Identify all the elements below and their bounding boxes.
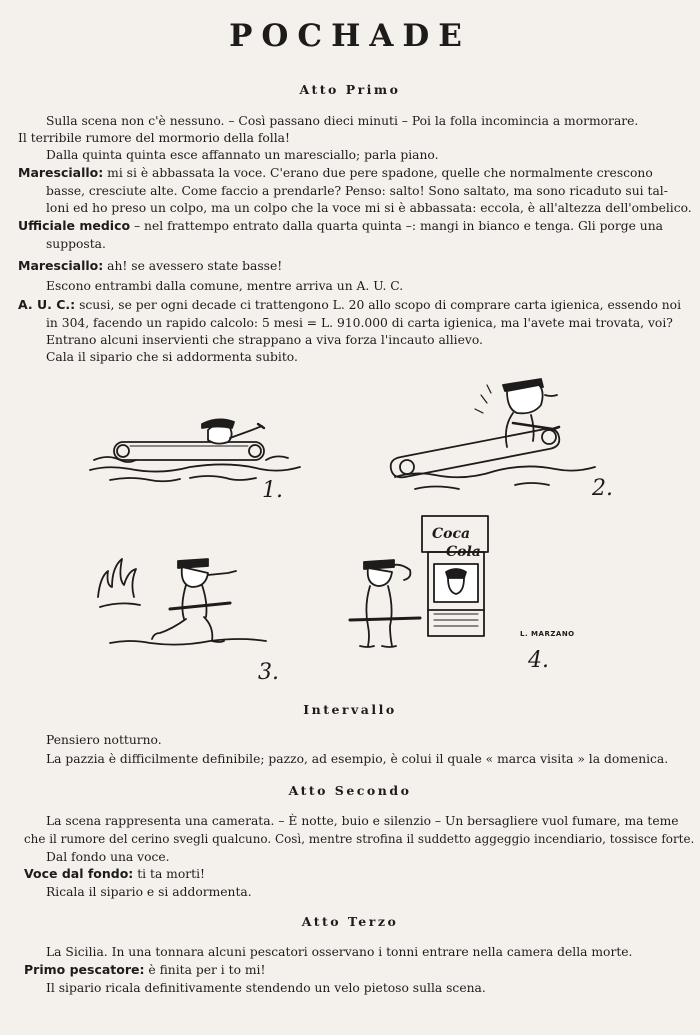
panel-number: 1. [262,478,283,503]
text-line: supposta. [46,237,106,251]
dialogue-text: scusi, se per ogni decade ci trattengono L. 20 allo scopo di comprare carta igienica, essendo noi [79,298,682,312]
text-line: Cala il sipario che si addormenta subito. [46,350,298,364]
text-line: Ricala il sipario e si addormenta. [46,885,252,899]
text-line: Il sipario ricala definitivamente stendendo un velo pietoso sulla scena. [46,981,486,995]
text-line: Entrano alcuni inservienti che strappano a viva forza l'incauto allievo. [46,333,483,347]
page-title: POCHADE [229,18,471,54]
act-heading-secondo: Atto Secondo [288,783,412,798]
kiosk-sign-cola: Cola [446,544,481,560]
speaker-name: Maresciallo: [18,258,104,273]
act-heading-primo: Atto Primo [299,82,401,97]
text-line: Dalla quinta quinta esce affannato un maresciallo; parla piano. [46,148,439,162]
panel-number: 2. [592,476,613,501]
dialogue-text: ah! se avessero state basse! [107,259,283,273]
act-heading-terzo: Atto Terzo [301,914,399,929]
cartoon-panel-2 [395,365,595,495]
dialogue-line [24,866,205,882]
panel-number: 3. [258,660,279,685]
dialogue-line [18,218,663,234]
dialogue-text: è finita per i to mi! [148,963,266,977]
cartoon-panel-3 [90,545,270,655]
speaker-name: Primo pescatore: [24,962,145,977]
artist-signature: L. MARZANO [520,630,575,638]
text-line: basse, cresciute alte. Come faccio a prendarle? Penso: salto! Sono saltato, ma sono ricaduto sui tal- [46,184,668,198]
speaker-name: Maresciallo: [18,165,104,180]
text-line: che il rumore del cerino svegli qualcuno. Così, mentre strofina il suddetto aggeggio incendiario, tossisce forte. [24,832,695,846]
act-heading-intervallo: Intervallo [303,702,397,717]
dialogue-text: ti ta morti! [137,867,205,881]
dialogue-line [18,165,653,181]
speaker-name: Voce dal fondo: [24,866,134,881]
speaker-name: Ufficiale medico [18,218,131,233]
dialogue-text: – nel frattempo entrato dalla quarta quinta –: mangi in bianco e tenga. Gli porge una [134,219,663,233]
text-line: Sulla scena non c'è nessuno. – Così passano dieci minuti – Poi la folla incomincia a mormorare. [46,114,639,128]
text-line: loni ed ho preso un colpo, ma un colpo che la voce mi si è abbassata: eccola, è all'altezza dell'ombelico. [46,201,692,215]
dialogue-text: mi si è abbassata la voce. C'erano due pere spadone, quelle che normalmente crescono [107,166,653,180]
text-line: Il terribile rumore del mormorio della folla! [18,131,290,145]
text-line: Escono entrambi dalla comune, mentre arriva un A. U. C. [46,279,404,293]
text-line: La scena rappresenta una camerata. – È notte, buio e silenzio – Un bersagliere vuol fumare, ma teme [46,814,679,828]
dialogue-line [24,962,265,978]
panel-number: 4. [528,648,549,673]
dialogue-line [18,297,681,313]
text-line: La pazzia è difficilmente definibile; pazzo, ad esempio, è colui il quale « marca visita » la domenica. [46,752,669,766]
dialogue-line [18,258,282,274]
speaker-name: A. U. C.: [18,297,76,312]
text-line: in 304, facendo un rapido calcolo: 5 mesi = L. 910.000 di carta igienica, ma l'avete mai trovata, voi? [46,316,673,330]
text-line: Pensiero notturno. [46,733,162,747]
text-line: La Sicilia. In una tonnara alcuni pescatori osservano i tonni entrare nella camera della morte. [46,945,633,959]
kiosk-sign-coca: Coca [432,526,471,542]
text-line: Dal fondo una voce. [46,850,170,864]
